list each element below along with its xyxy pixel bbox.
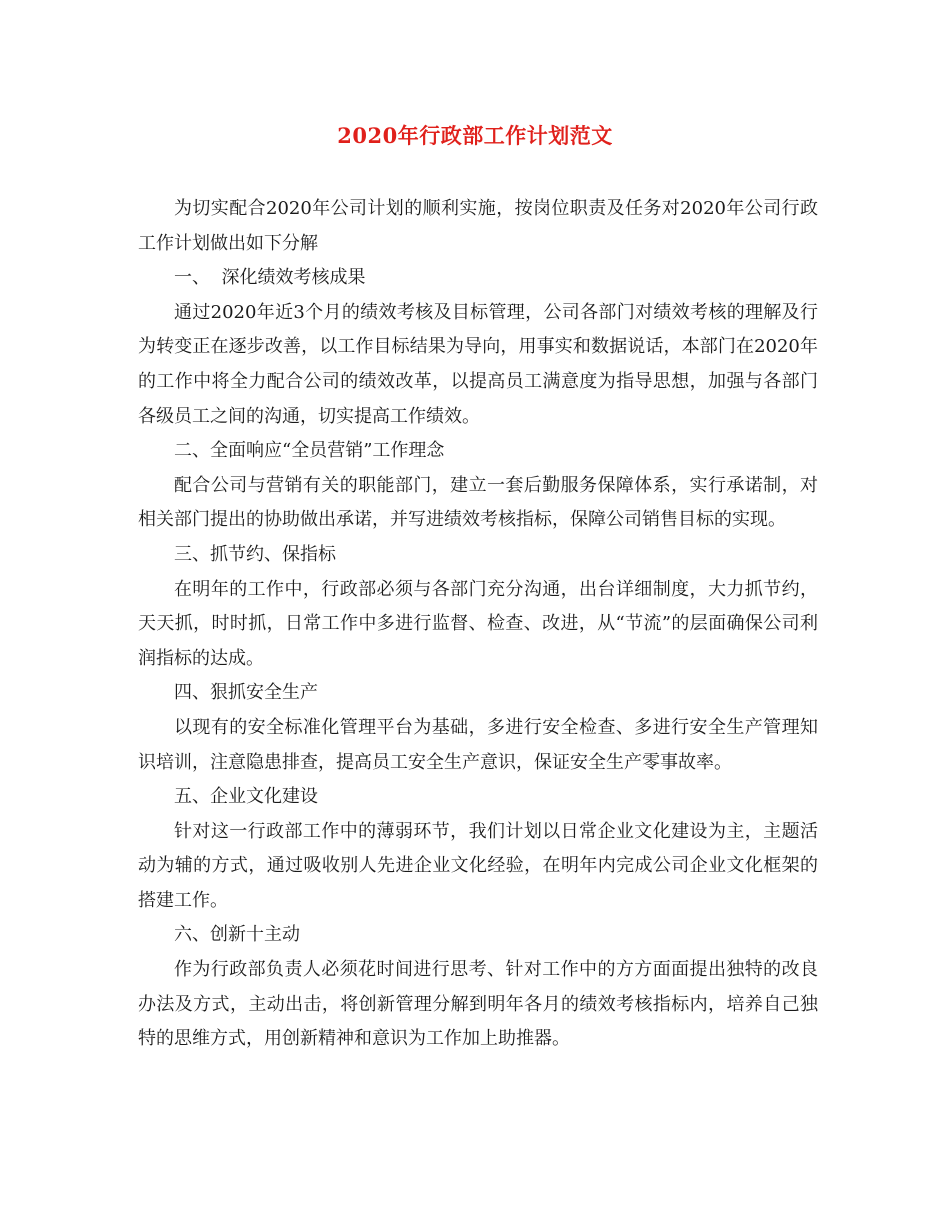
- document-title: 2020年行政部工作计划范文: [337, 123, 613, 148]
- section-heading-3: 三、抓节约、保指标: [174, 543, 336, 565]
- document-body: [138, 192, 818, 1057]
- section-heading-1: 一、 深化绩效考核成果: [174, 267, 366, 289]
- section-paragraph-5: 针对这一行政部工作中的薄弱环节，我们计划以日常企业文化建设为主，主题活动为辅的方式，通过吸收别人先进企业文化经验，在明年内完成公司企业文化框架的搭建工作。: [138, 820, 818, 911]
- intro-paragraph: 为切实配合2020年公司计划的顺利实施，按岗位职责及任务对2020年公司行政工作计划做出如下分解: [138, 198, 818, 254]
- section-paragraph-2: 配合公司与营销有关的职能部门，建立一套后勤服务保障体系，实行承诺制，对相关部门提出的协助做出承诺，并写进绩效考核指标，保障公司销售目标的实现。: [138, 474, 818, 531]
- section-heading-2: 二、全面响应“全员营销”工作理念: [174, 440, 445, 462]
- section-paragraph-1: 通过2020年近3个月的绩效考核及目标管理，公司各部门对绩效考核的理解及行为转变正在逐步改善，以工作目标结果为导向，用事实和数据说话，本部门在2020年的工作中将全力配合公司的绩效改革，以提高员工满意度为指导思想，加强与各部门各级员工之间的沟通，切实提高工作绩效。: [138, 301, 818, 427]
- section-heading-6: 六、创新十主动: [174, 924, 300, 946]
- section-paragraph-3: 在明年的工作中，行政部必须与各部门充分沟通，出台详细制度，大力抓节约，天天抓，时时抓，日常工作中多进行监督、检查、改进，从“节流”的层面确保公司利润指标的达成。: [138, 578, 818, 669]
- section-paragraph-6: 作为行政部负责人必须花时间进行思考、针对工作中的方方面面提出独特的改良办法及方式，主动出击，将创新管理分解到明年各月的绩效考核指标内，培养自己独特的思维方式，用创新精神和意识为工作加上助推器。: [138, 959, 818, 1050]
- section-paragraph-4: 以现有的安全标准化管理平台为基础，多进行安全检查、多进行安全生产管理知识培训，注意隐患排查，提高员工安全生产意识，保证安全生产零事故率。: [138, 716, 818, 773]
- section-heading-5: 五、企业文化建设: [174, 786, 318, 808]
- section-heading-4: 四、狠抓安全生产: [174, 682, 318, 704]
